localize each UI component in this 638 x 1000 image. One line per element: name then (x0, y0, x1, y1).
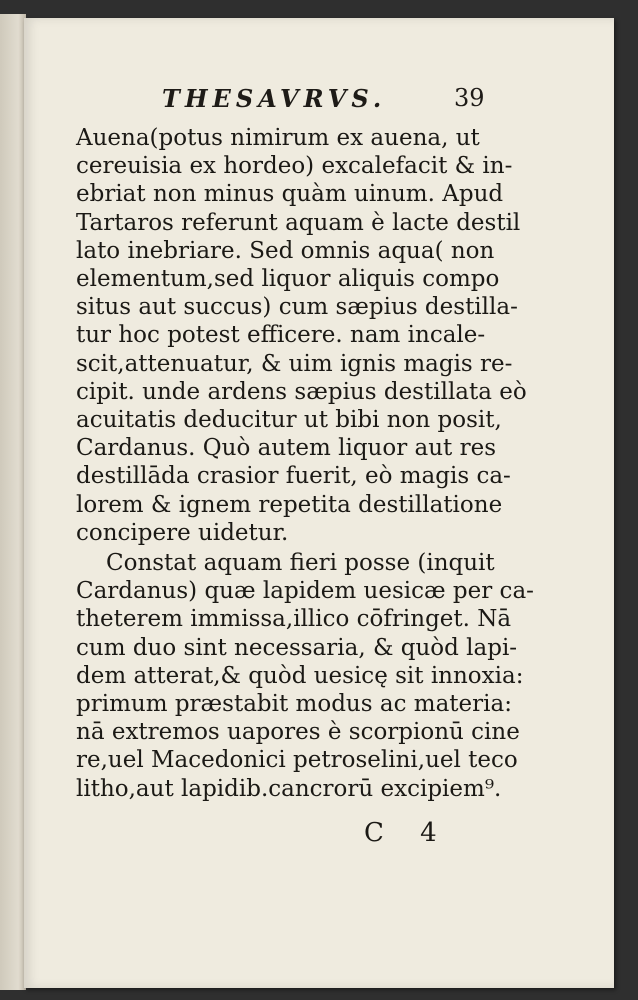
text-line: situs aut succus) cum sæpius destilla- (76, 294, 518, 321)
text-line: cereuisia ex hordeo) excalefacit & in- (76, 153, 513, 180)
text-line: re,uel Macedonici petroselini,uel teco (76, 747, 518, 774)
running-title: THESAVRVS. (162, 84, 387, 113)
text-line: lorem & ignem repetita destillatione (76, 491, 503, 518)
text-line: scit,attenuatur, & uim ignis magis re- (76, 350, 513, 377)
page-number: 39 (454, 84, 485, 112)
text-line: cum duo sint necessaria, & quòd lapi- (76, 634, 518, 661)
text-line: Cardanus. Quò autem liquor aut res (76, 435, 497, 462)
previous-page-edge (0, 14, 26, 990)
text-line: lato inebriare. Sed omnis aqua( non (76, 237, 495, 264)
text-line: tur hoc potest efficere. nam incale- (76, 322, 486, 349)
text-line: theterem immissa,illico cōfringet. Nā (76, 606, 512, 633)
text-line: concipere uidetur. (76, 519, 289, 546)
text-line: cipit. unde ardens sæpius destillata eò (76, 378, 527, 405)
signature-mark: C 4 (364, 818, 451, 848)
text-line: litho,aut lapidib.cancrorū excipiem⁹. (76, 775, 502, 802)
text-line: Constat aquam fieri posse (inquit (106, 550, 495, 577)
text-line: ebriat non minus quàm uinum. Apud (76, 181, 504, 208)
text-line: dem atterat,& quòd uesicę sit innoxia: (76, 662, 524, 689)
text-line: nā extremos uapores è scorpionū cine (76, 719, 520, 746)
text-line: primum præstabit modus ac materia: (76, 691, 512, 718)
text-line: Auena(potus nimirum ex auena, ut (76, 125, 480, 151)
text-line: Tartaros referunt aquam è lacte destil (76, 209, 521, 236)
text-line: elementum,sed liquor aliquis compo (76, 266, 500, 293)
book-page (24, 18, 614, 988)
text-line: destillāda crasior fuerit, eò magis ca- (76, 463, 511, 490)
text-line: acuitatis deducitur ut bibi non posit, (76, 407, 502, 434)
body-text (76, 124, 534, 803)
text-line: Cardanus) quæ lapidem uesicæ per ca- (76, 578, 534, 605)
page-header (24, 80, 614, 120)
